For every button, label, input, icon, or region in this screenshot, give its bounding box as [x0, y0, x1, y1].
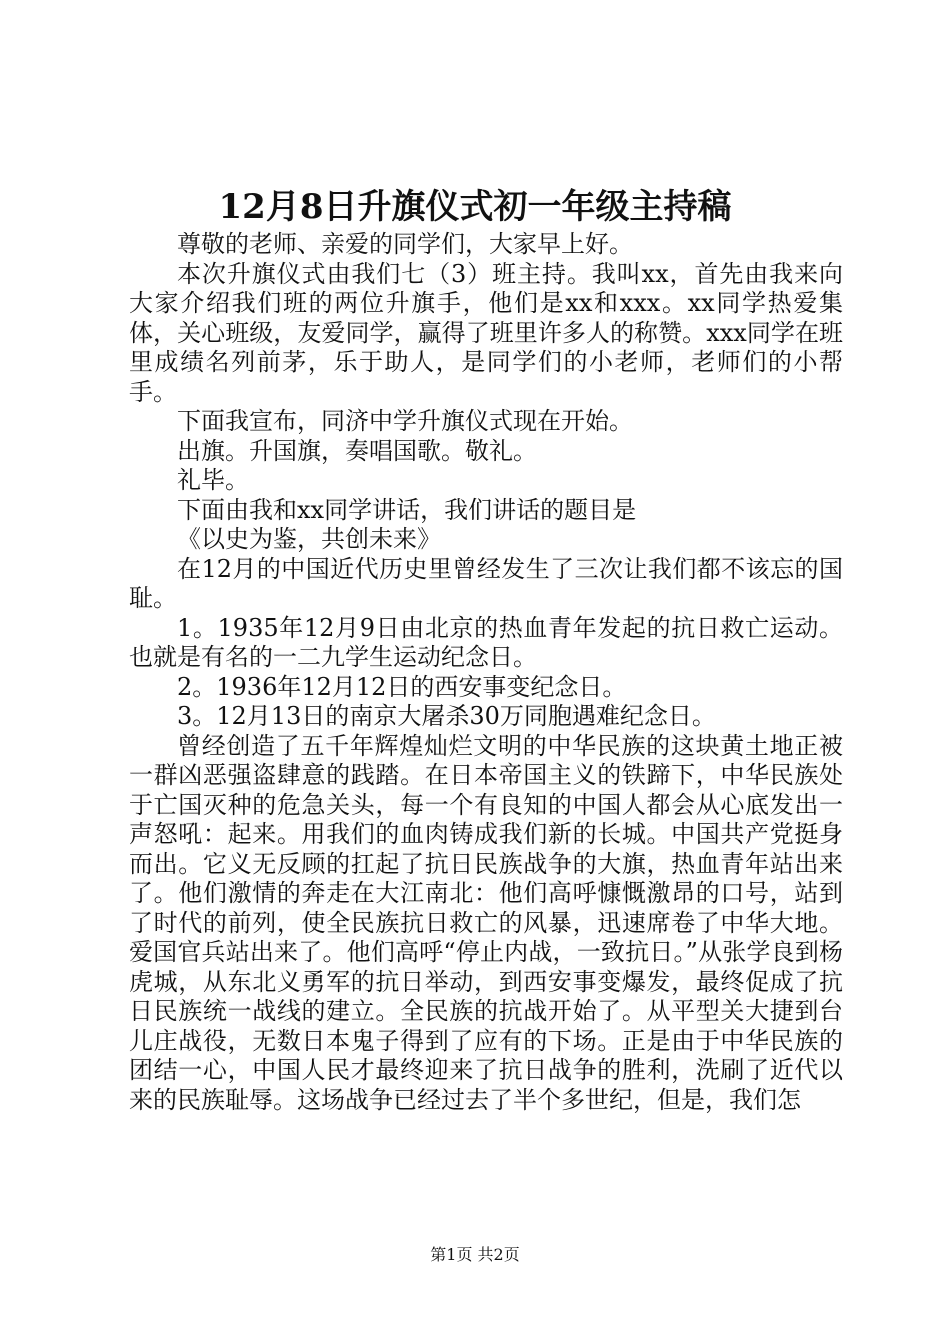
document-body: [129, 230, 843, 1115]
paragraph-flag-raising: 出旗。升国旗，奏唱国歌。敬礼。: [177, 436, 537, 465]
paragraph-salute-finished: 礼毕。: [177, 466, 249, 494]
paragraph-introduction: 本次升旗仪式由我们七（3）班主持。我叫xx，首先由我来向大家介绍我们班的两位升旗手，他们是xx和xxx。xx同学热爱集体，关心班级，友爱同学，赢得了班里许多人的称赞。xxx同学在班里成绩名列前茅，乐于助人，是同学们的小老师，老师们的小帮手。: [129, 259, 843, 406]
paragraph-history-intro: 在12月的中国近代历史里曾经发生了三次让我们都不该忘的国耻。: [129, 554, 843, 612]
paragraph-item-2: 2。1936年12月12日的西安事变纪念日。: [177, 672, 627, 701]
paragraph-greeting: 尊敬的老师、亲爱的同学们，大家早上好。: [177, 230, 633, 258]
paragraph-history-text: 曾经创造了五千年辉煌灿烂文明的中华民族的这块黄土地正被一群凶恶强盗肆意的践踏。在日本帝国主义的铁蹄下，中华民族处于亡国灭种的危急关头，每一个有良知的中国人都会从心底发出一声怒吼：起来。用我们的血肉铸成我们新的长城。中国共产党挺身而出。它义无反顾的扛起了抗日民族战争的大旗，热血青年站出来了。他们激情的奔走在大江南北：他们高呼慷慨激昂的口号，站到了时代的前列，使全民族抗日救亡的风暴，迅速席卷了中华大地。爱国官兵站出来了。他们高呼“停止内战，一致抗日。”从张学良到杨虎城，从东北义勇军的抗日举动，到西安事变爆发，最终促成了抗日民族统一战线的建立。全民族的抗战开始了。从平型关大捷到台儿庄战役，无数日本鬼子得到了应有的下场。正是由于中华民族的团结一心，中国人民才最终迎来了抗日战争的胜利，洗刷了近代以来的民族耻辱。这场战争已经过去了半个多世纪，但是，我们怎: [129, 731, 843, 1114]
page-title: 12月8日升旗仪式初一年级主持稿: [218, 187, 732, 227]
paragraph-speech-title: 《以史为鉴，共创未来》: [177, 525, 441, 553]
paragraph-speech-intro: 下面由我和xx同学讲话，我们讲话的题目是: [177, 495, 637, 524]
paragraph-ceremony-start: 下面我宣布，同济中学升旗仪式现在开始。: [177, 407, 633, 435]
page-footer: 第1页 共2页: [430, 1245, 520, 1264]
paragraph-item-3: 3。12月13日的南京大屠杀30万同胞遇难纪念日。: [177, 702, 716, 730]
paragraph-item-1: 1。1935年12月9日由北京的热血青年发起的抗日救亡运动。也就是有名的一二九学生运动纪念日。: [129, 613, 843, 671]
